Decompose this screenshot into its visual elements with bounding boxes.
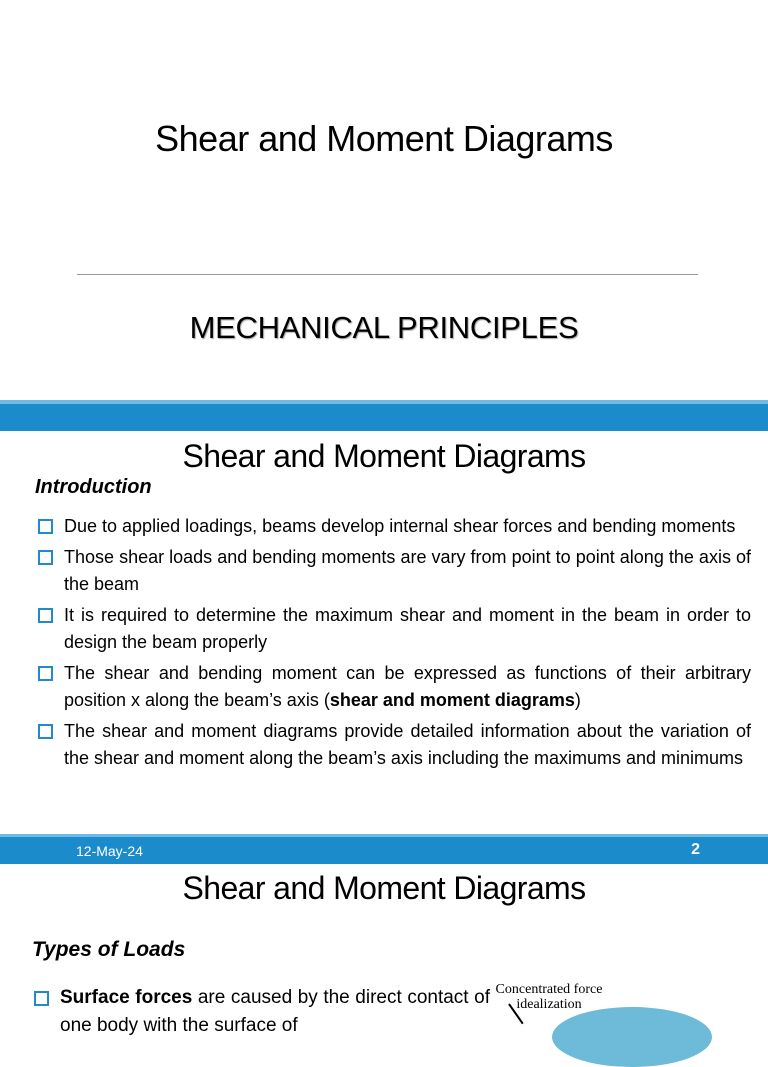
bullet-text: Those shear loads and bending moments are vary from point to point along the axis of the beam [64, 547, 751, 594]
slide-2-title: Shear and Moment Diagrams [182, 438, 586, 474]
slide-footer-bar [0, 834, 768, 864]
section-heading: Introduction [35, 476, 152, 498]
bullet-text: are caused by the direct contact of one body with the surface of [60, 987, 490, 1036]
bullet-text: The shear and bending moment can be expressed as functions of their arbitrary position x along the beam’s axis ( [64, 663, 751, 710]
bullet-text-end: ) [574, 690, 581, 710]
bullet-text: Due to applied loadings, beams develop internal shear forces and bending moments [64, 516, 736, 536]
slide-3-title: Shear and Moment Diagrams [182, 870, 586, 906]
bullet-list [36, 513, 751, 776]
list-item [36, 718, 751, 772]
slide-header-bar [0, 400, 768, 431]
slide-2 [0, 400, 768, 864]
slide-3 [0, 864, 768, 1036]
page-number: 2 [691, 841, 700, 858]
slide-1-subtitle: MECHANICAL PRINCIPLES [189, 310, 579, 345]
list-item [36, 544, 751, 598]
checkbox-bullet-icon [34, 991, 49, 1006]
checkbox-bullet-icon [38, 519, 53, 534]
checkbox-bullet-icon [38, 724, 53, 739]
slide-1-title: Shear and Moment Diagrams [155, 118, 613, 159]
list-item [36, 513, 751, 540]
list-item [36, 660, 751, 714]
figure-caption: Concentrated force idealization [495, 982, 603, 1012]
footer-date: 12-May-24 [76, 843, 143, 859]
checkbox-bullet-icon [38, 550, 53, 565]
section-heading: Types of Loads [32, 938, 186, 961]
bullet-bold-text: shear and moment diagrams [329, 690, 575, 710]
bullet-text: The shear and moment diagrams provide detailed information about the variation of the shear and moment along the beam’s axis including the maximums and minimums [64, 721, 751, 768]
bullet-text: It is required to determine the maximum shear and moment in the beam in order to design the beam properly [64, 605, 751, 652]
checkbox-bullet-icon [38, 608, 53, 623]
bullet-bold-text: Surface forces [60, 987, 193, 1008]
list-item [32, 984, 490, 1040]
slide-1 [0, 0, 768, 400]
title-divider [77, 274, 698, 275]
figure-surface-shape [552, 1007, 712, 1067]
list-item [36, 602, 751, 656]
checkbox-bullet-icon [38, 666, 53, 681]
